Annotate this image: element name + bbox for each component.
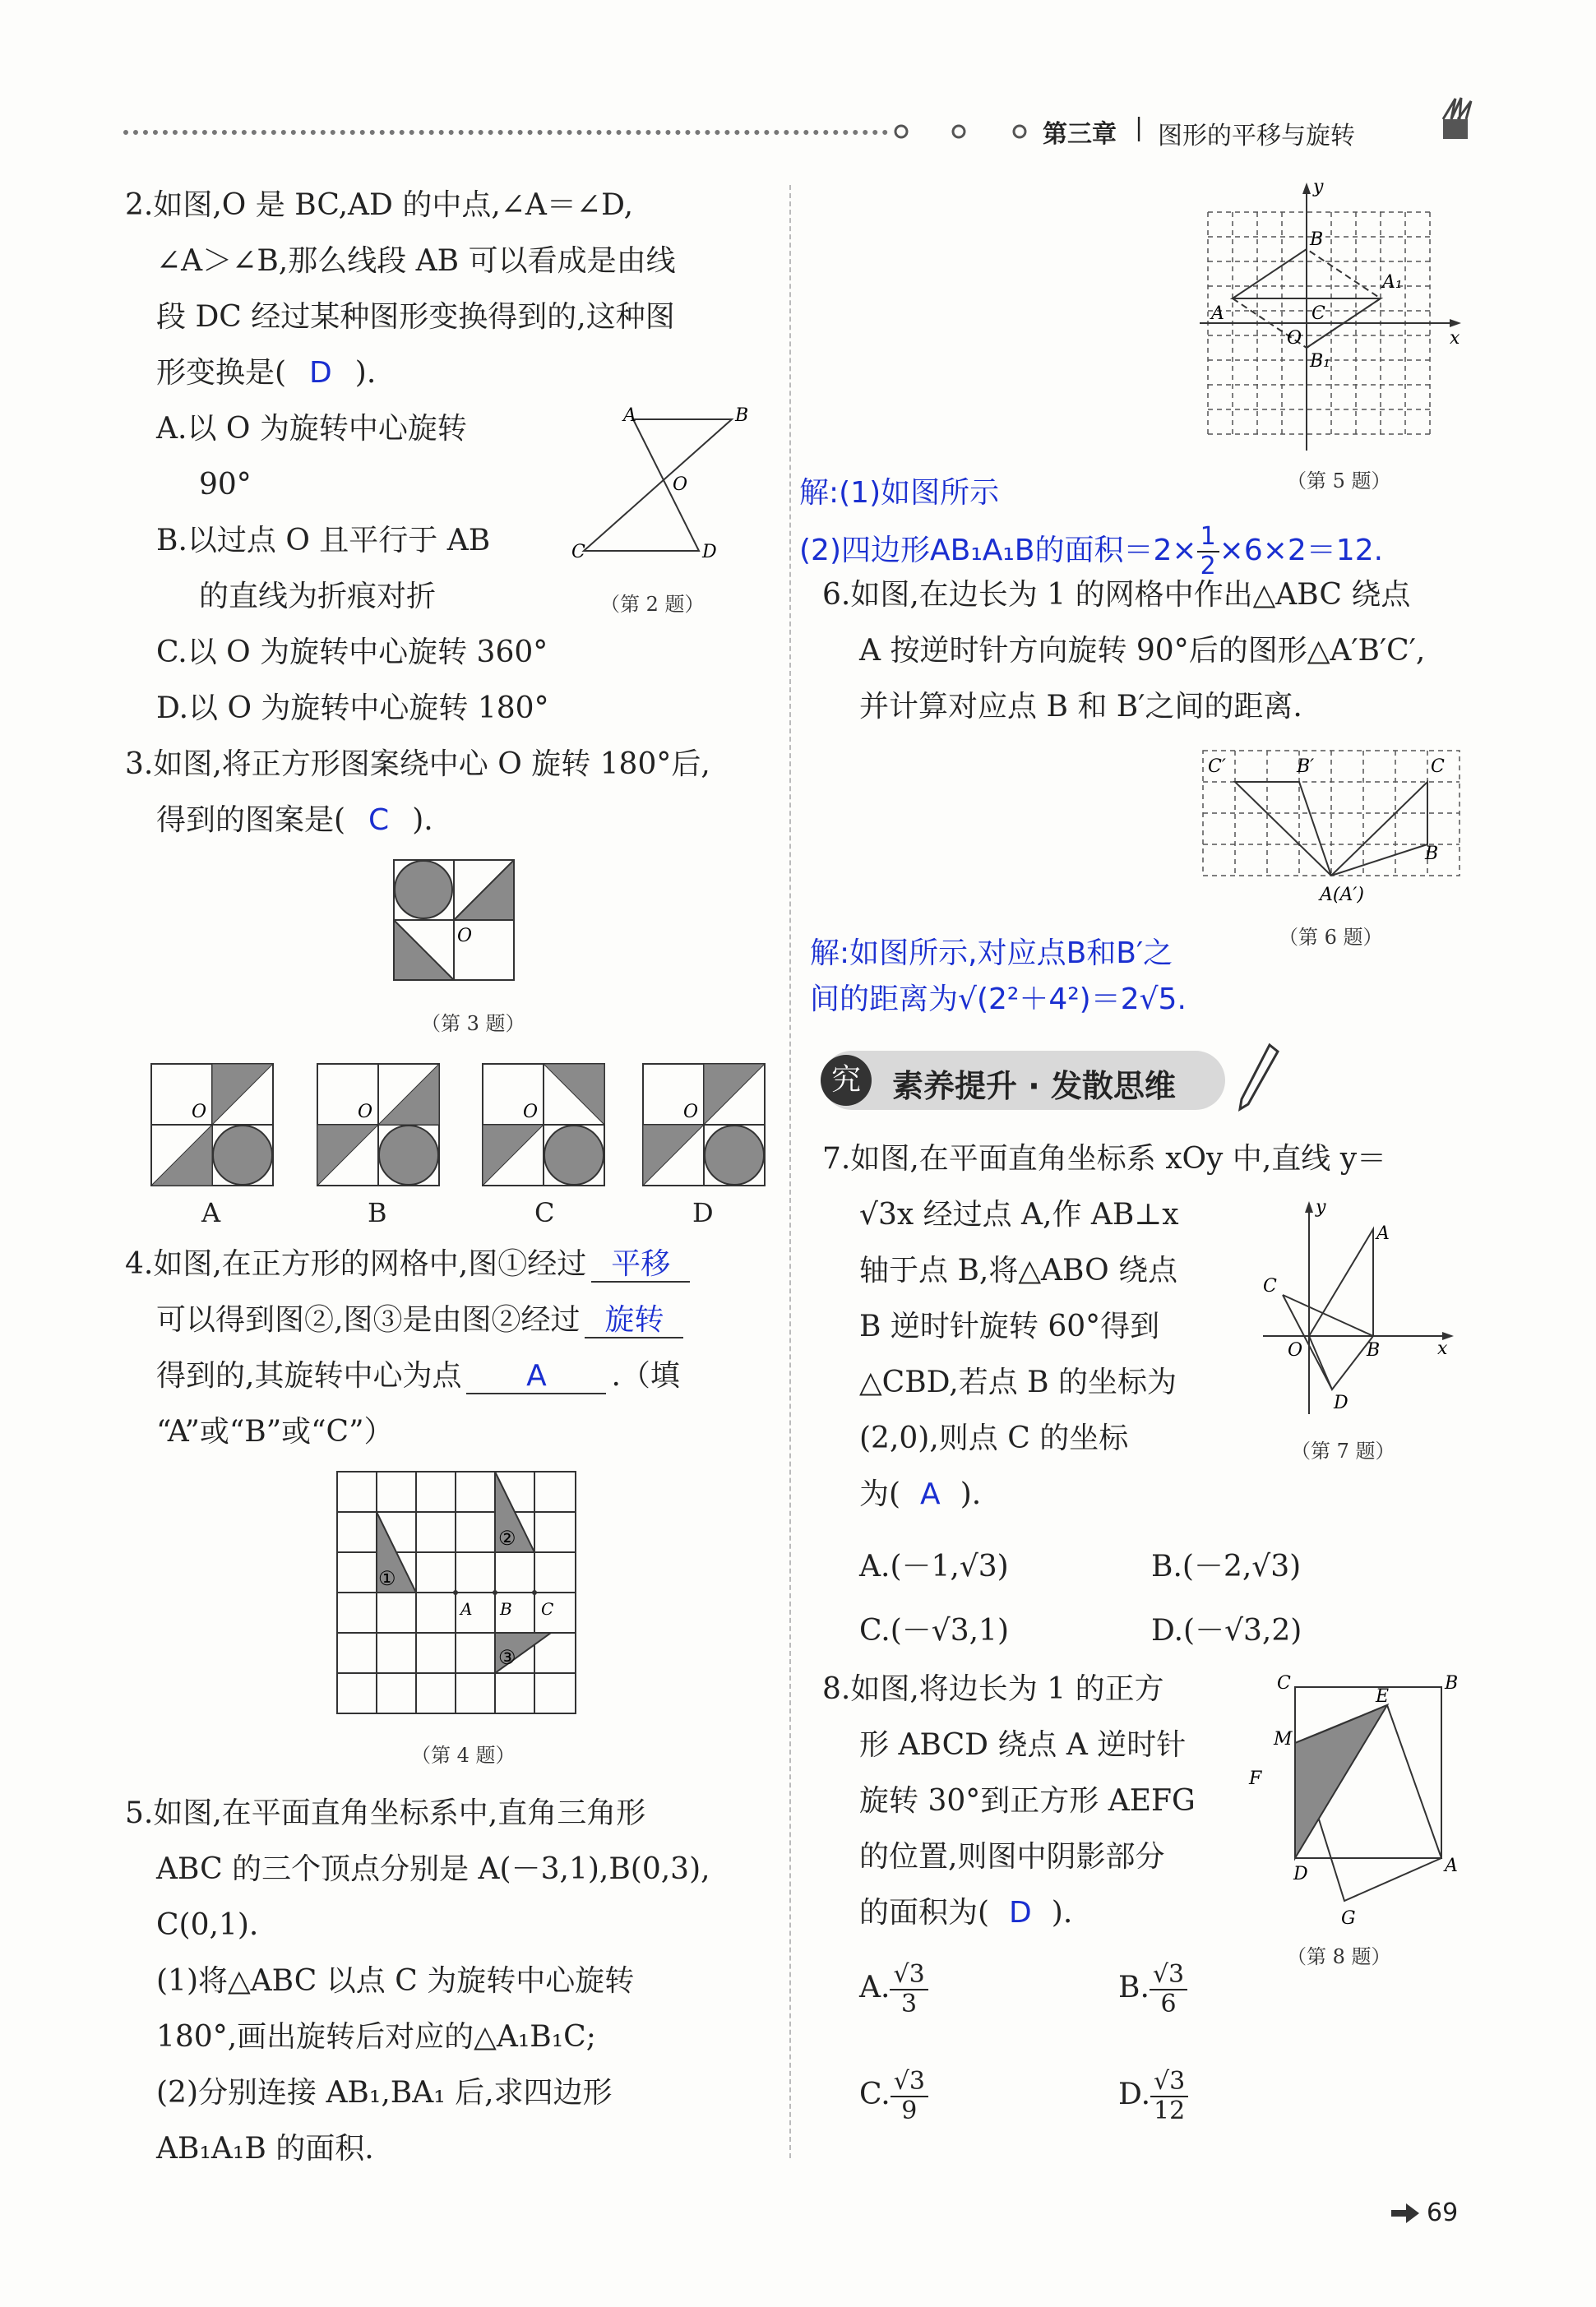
q2-figure [567,403,765,567]
q2-option-d: D.以 O 为旋转中心旋转 180° [156,691,549,725]
q6-line-2: A 按逆时针方向旋转 90°后的图形△A′B′C′, [859,634,1426,668]
q5-solution-1: 解:(1)如图所示 [799,476,1000,510]
q8-option-a: A. $\frac{√3}{3}$ [859,1961,928,2018]
header-title: 图形的平移与旋转 [1158,122,1355,150]
svg-text:O: O [192,1102,207,1122]
q2-line-3: 段 DC 经过某种图形变换得到的,这种图 [156,300,675,334]
svg-text:A: A [1445,1856,1458,1876]
q5-graph [1196,173,1476,452]
svg-text:A₁: A₁ [1382,272,1403,293]
q7-line-3: 轴于点 B,将△ABO 绕点 [859,1254,1178,1288]
q7-graph [1258,1196,1464,1418]
q3-option-label-d: D [692,1197,714,1228]
page-number: 69 [1427,2198,1459,2227]
q2-option-b-cont: 的直线为折痕对折 [199,580,437,613]
q7-line-7: 为( A ). [859,1477,982,1511]
q2-label-o: O [673,474,688,495]
q8-option-b: B. $\frac{√3}{6}$ [1118,1961,1187,2018]
q2-option-a-cont: 90° [199,468,252,502]
q4-label-a: A [460,1599,473,1619]
q7-answer: A [920,1477,941,1511]
q5-line-3: C(0,1). [156,1908,259,1942]
q8-caption: （第 8 题） [1287,1945,1391,1968]
q8-line-1: 8.如图,将边长为 1 的正方 [822,1672,1164,1706]
svg-text:C: C [1431,756,1445,777]
q2-line-2: ∠A＞∠B,那么线段 AB 可以看成是由线 [156,244,676,278]
q2-answer: D [309,356,332,390]
q4-label-2: ② [498,1527,516,1550]
q8-graph [1237,1669,1468,1932]
q4-caption: （第 4 题） [411,1744,516,1767]
svg-text:O: O [523,1102,539,1122]
q2-option-b: B.以过点 O 且平行于 AB [156,524,491,557]
svg-text:A(A′): A(A′) [1320,885,1364,904]
q4-label-3: ③ [498,1646,516,1669]
pencil-icon [1233,1040,1283,1114]
q6-line-1: 6.如图,在边长为 1 的网格中作出△ABC 绕点 [822,578,1411,612]
q4-answer-3: A [466,1360,606,1394]
q5-line-7: AB₁A₁B 的面积. [156,2132,374,2166]
header-circle-icons [888,115,1036,148]
svg-text:B: B [1445,1673,1459,1694]
section-title: 素养提升 · 发散思维 [892,1068,1176,1104]
q2-label-c: C [571,542,585,562]
q3-option-d-figure [643,1064,765,1186]
q7-option-c: C.(－√3,1) [859,1614,1009,1648]
plant-icon [1435,95,1476,144]
svg-text:D: D [1293,1864,1308,1884]
svg-text:O: O [1287,328,1302,349]
q4-label-b: B [500,1599,512,1619]
q6-solution-1: 解:如图所示,对应点B和B′之 [810,936,1173,970]
q2-label-d: D [702,542,717,562]
svg-text:y: y [1316,1197,1326,1218]
q7-option-d: D.(－√3,2) [1151,1614,1302,1648]
svg-text:E: E [1376,1686,1390,1707]
q6-line-3: 并计算对应点 B 和 B′之间的距离. [859,690,1302,724]
svg-text:B₁: B₁ [1310,351,1330,372]
q7-line-2: √3x 经过点 A,作 AB⊥x [859,1198,1179,1232]
q7-option-b: B.(－2,√3) [1151,1550,1302,1583]
q4-line-1: 4.如图,在正方形的网格中,图①经过 平移 [125,1248,690,1283]
q4-line-2: 可以得到图②,图③是由图②经过 旋转 [156,1304,683,1338]
q7-caption: （第 7 题） [1291,1440,1395,1463]
q5-line-4: (1)将△ABC 以点 C 为旋转中心旋转 [156,1964,635,1998]
q3-option-label-c: C [534,1197,555,1228]
q5-line-6: (2)分别连接 AB₁,BA₁ 后,求四边形 [156,2076,613,2110]
svg-text:B: B [1367,1340,1381,1361]
q4-line-4: “A”或“B”或“C”） [156,1415,394,1449]
q2-option-c: C.以 O 为旋转中心旋转 360° [156,636,548,669]
q8-line-2: 形 ABCD 绕点 A 逆时针 [859,1728,1187,1762]
q7-option-a: A.(－1,√3) [859,1550,1009,1583]
q5-solution-fraction: $\frac{1}{2}$ [1197,523,1219,580]
header-dotted-rule [123,130,888,135]
q3-option-b-figure [317,1064,439,1186]
svg-text:x: x [1450,328,1460,349]
q5-caption: （第 5 题） [1287,469,1391,492]
svg-text:x: x [1437,1338,1448,1359]
q7-line-5: △CBD,若点 B 的坐标为 [859,1366,1177,1399]
q3-figure [393,859,516,982]
q3-line-1: 3.如图,将正方形图案绕中心 O 旋转 180°后, [125,747,710,781]
svg-text:y: y [1313,177,1324,197]
q4-answer-2: 旋转 [585,1304,683,1338]
svg-text:A: A [1376,1223,1390,1244]
q4-label-1: ① [378,1567,396,1590]
q4-line-3: 得到的,其旋转中心为点 A .（填 [156,1359,680,1393]
q3-caption: （第 3 题） [421,1012,525,1035]
section-badge: 究 [821,1055,872,1106]
q2-label-a: A [623,405,636,426]
svg-text:D: D [1334,1393,1349,1413]
q2-line-1: 2.如图,O 是 BC,AD 的中点,∠A＝∠D, [125,188,634,222]
q5-solution-2: (2)四边形AB₁A₁B的面积＝2× $\frac{1}{2}$ ×6×2＝12. [799,522,1384,580]
q7-line-6: (2,0),则点 C 的坐标 [859,1422,1129,1455]
svg-text:C: C [1311,303,1325,324]
svg-text:B: B [1425,844,1439,864]
q7-line-4: B 逆时针旋转 60°得到 [859,1310,1160,1343]
svg-text:C′: C′ [1208,756,1226,777]
q2-option-a: A.以 O 为旋转中心旋转 [156,412,467,446]
svg-text:B′: B′ [1297,756,1315,777]
q7-line-1: 7.如图,在平面直角坐标系 xOy 中,直线 y＝ [822,1142,1387,1176]
q2-line-4: 形变换是( D ). [156,356,377,390]
q8-option-d: D. $\frac{√3}{12}$ [1118,2068,1188,2125]
q3-line-2: 得到的图案是( C ). [156,803,433,837]
svg-text:M: M [1274,1729,1293,1750]
svg-text:C: C [1277,1673,1291,1694]
q3-option-label-a: A [201,1197,221,1228]
svg-text:C: C [1263,1276,1277,1297]
svg-text:O: O [1288,1340,1303,1361]
q5-line-2: ABC 的三个顶点分别是 A(－3,1),B(0,3), [156,1852,710,1886]
header-chapter: 第三章 [1043,120,1117,149]
svg-text:B: B [1310,229,1324,250]
q2-caption: （第 2 题） [600,593,705,616]
svg-text:O: O [358,1102,373,1122]
q4-grid-figure [335,1470,579,1717]
q6-caption: （第 6 题） [1279,926,1383,949]
q8-line-3: 旋转 30°到正方形 AEFG [859,1784,1196,1818]
header-separator: | [1135,113,1144,142]
q8-option-c: C. $\frac{√3}{9}$ [859,2068,928,2125]
q4-answer-1: 平移 [591,1248,690,1283]
svg-text:O: O [683,1102,699,1122]
q6-graph [1196,744,1468,904]
svg-text:A: A [1211,303,1224,324]
q2-label-b: B [735,405,749,426]
q8-line-4: 的位置,则图中阴影部分 [859,1840,1165,1874]
q3-answer: C [368,803,390,837]
q5-line-5: 180°,画出旋转后对应的△A₁B₁C; [156,2020,596,2054]
q8-line-5: 的面积为( D ). [859,1896,1073,1930]
q3-option-c-figure [483,1064,604,1186]
q5-line-1: 5.如图,在平面直角坐标系中,直角三角形 [125,1796,646,1830]
q3-option-a-figure [151,1064,273,1186]
q3-option-label-b: B [368,1197,387,1228]
arrow-right-icon [1390,2201,1423,2226]
q4-label-c: C [541,1599,554,1619]
q8-answer: D [1009,1896,1032,1930]
q6-solution-2: 间的距离为√(2²＋4²)＝2√5. [810,982,1187,1016]
svg-text:F: F [1249,1768,1262,1789]
svg-text:G: G [1341,1908,1356,1929]
q3-center-label: O [457,926,473,946]
